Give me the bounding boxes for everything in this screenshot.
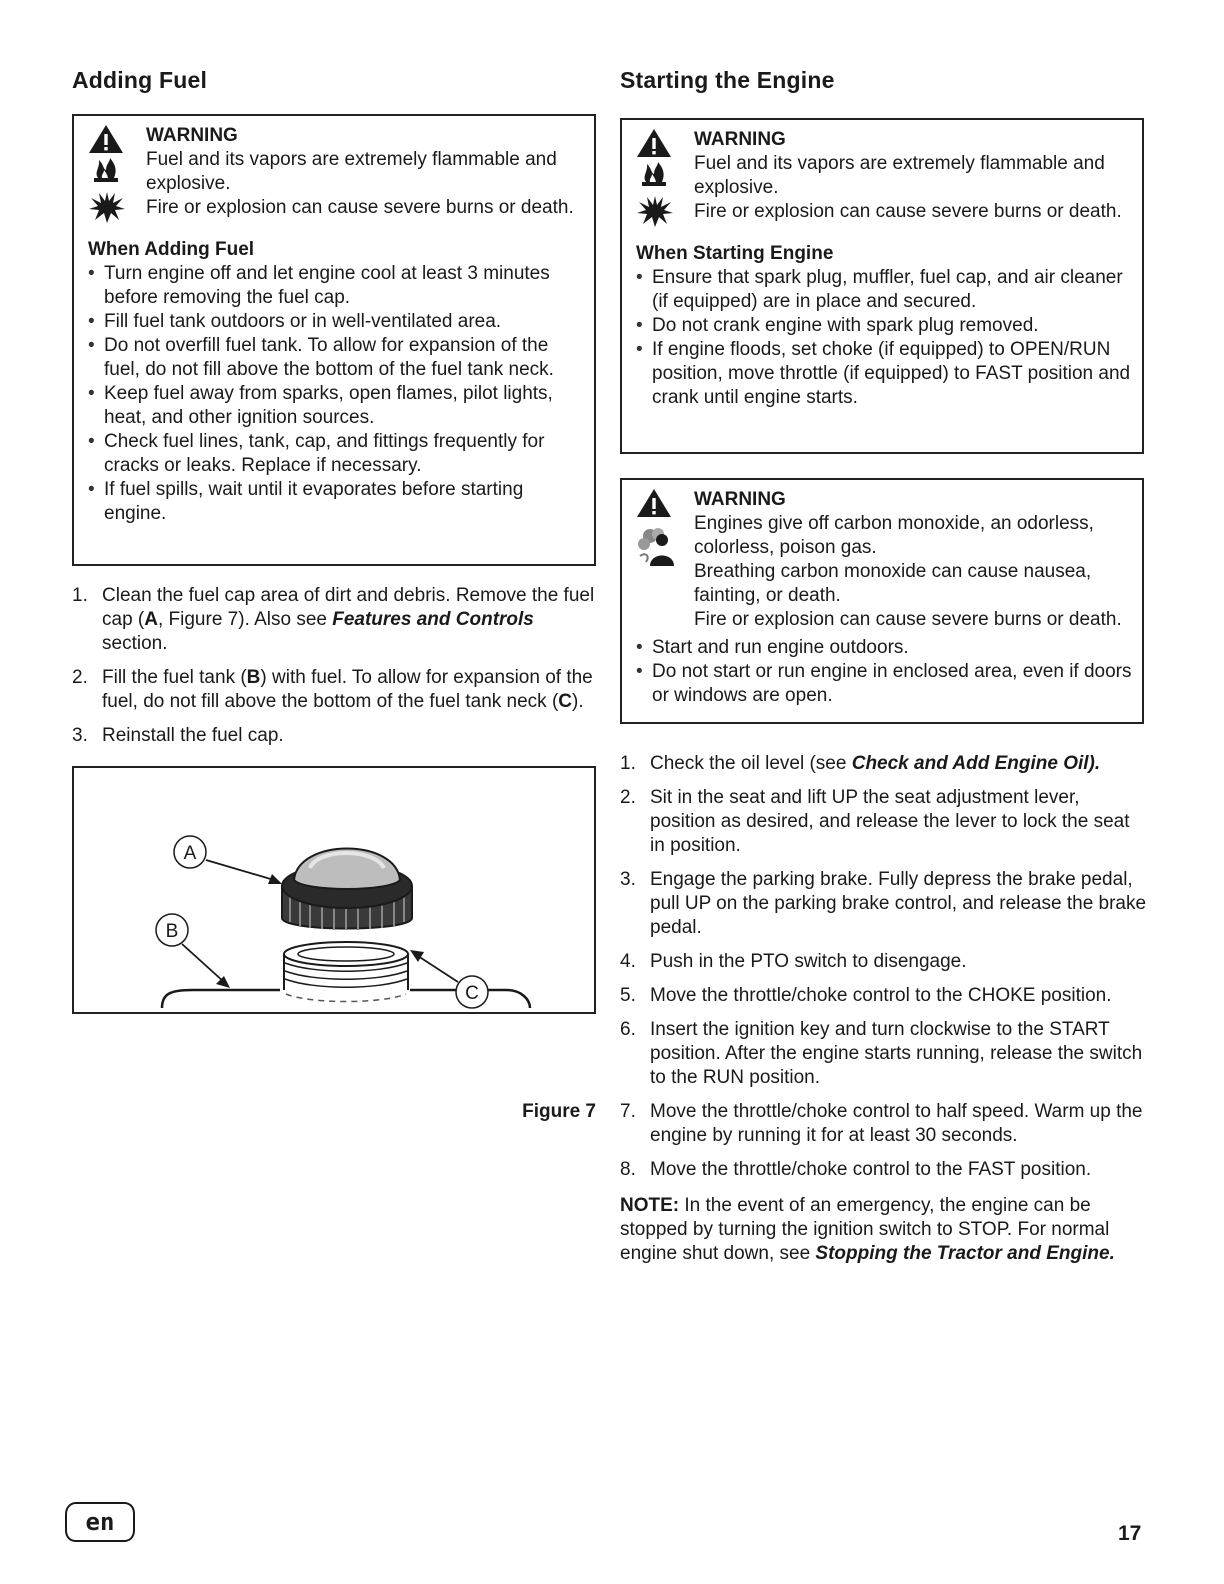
step-item bbox=[72, 584, 596, 656]
warning-triangle-icon bbox=[88, 124, 124, 154]
note-label: NOTE: bbox=[620, 1195, 680, 1216]
hazard-line: Engines give off carbon monoxide, an odorless, colorless, poison gas. bbox=[694, 513, 1094, 558]
starting-engine-steps bbox=[620, 752, 1148, 1192]
warning-box-adding-fuel bbox=[72, 114, 596, 566]
hazard-icon-stack bbox=[88, 124, 146, 224]
step-text: Clean the fuel cap area of dirt and debris. Remove the fuel cap ( bbox=[102, 585, 595, 630]
step-number: 1. bbox=[620, 753, 636, 774]
step-text: , Figure 7). Also see bbox=[157, 609, 333, 630]
step-item bbox=[620, 752, 1148, 776]
step-item bbox=[620, 868, 1148, 940]
callout-label: A bbox=[183, 843, 197, 864]
warning-subheading: When Adding Fuel bbox=[88, 239, 255, 260]
warning-title: WARNING bbox=[694, 129, 786, 150]
step-number: 5. bbox=[620, 985, 636, 1006]
callout-letter: B bbox=[246, 667, 261, 688]
step-text: Move the throttle/choke control to half speed. Warm up the engine by running it for at least 30 seconds. bbox=[650, 1101, 1143, 1146]
hazard-line: Fuel and its vapors are extremely flammable and explosive. bbox=[694, 153, 1105, 198]
step-number: 2. bbox=[72, 667, 88, 688]
step-item bbox=[72, 724, 596, 748]
step-text: Reinstall the fuel cap. bbox=[102, 725, 284, 746]
warning-triangle-icon bbox=[636, 488, 672, 518]
callout-a bbox=[174, 836, 282, 884]
step-text: Sit in the seat and lift UP the seat adjustment lever, position as desired, and release the lever to lock the seat in position. bbox=[650, 787, 1130, 856]
step-text: Fill the fuel tank ( bbox=[102, 667, 247, 688]
step-number: 3. bbox=[620, 869, 636, 890]
list-item: • Do not overfill fuel tank. To allow for expansion of the fuel, do not fill above the bottom of the fuel tank neck. bbox=[88, 334, 584, 382]
callout-letter: C bbox=[558, 691, 573, 712]
hazard-line: Fire or explosion can cause severe burns or death. bbox=[694, 609, 1122, 630]
hazard-line: Fuel and its vapors are extremely flammable and explosive. bbox=[146, 149, 557, 194]
heading-adding-fuel: Adding Fuel bbox=[72, 67, 208, 93]
step-text: ) with fuel. To allow for expansion of the fuel, do not fill above the bottom of the fuel tank neck ( bbox=[102, 667, 593, 712]
step-number: 2. bbox=[620, 787, 636, 808]
page-number: 17 bbox=[1118, 1522, 1142, 1545]
heading-starting-engine: Starting the Engine bbox=[620, 67, 835, 93]
list-item: • Fill fuel tank outdoors or in well-ventilated area. bbox=[88, 310, 584, 334]
warning-subheading: When Starting Engine bbox=[636, 243, 834, 264]
explosion-icon bbox=[636, 194, 674, 228]
warning-box-starting-engine bbox=[620, 118, 1144, 454]
step-text: Move the throttle/choke control to the CHOKE position. bbox=[650, 985, 1112, 1006]
warning-bullet-list bbox=[636, 636, 1132, 708]
language-code: en bbox=[85, 1508, 115, 1536]
hazard-icon-stack bbox=[636, 488, 694, 632]
step-text: ). bbox=[572, 691, 584, 712]
list-item: • Do not start or run engine in enclosed area, even if doors or windows are open. bbox=[636, 660, 1132, 708]
callout-c bbox=[410, 950, 488, 1008]
section-reference-link[interactable]: Stopping the Tractor and Engine. bbox=[815, 1243, 1115, 1264]
note-paragraph bbox=[620, 1194, 1144, 1266]
warning-title: WARNING bbox=[146, 125, 238, 146]
step-item bbox=[620, 950, 1148, 974]
figure-7-illustration bbox=[72, 766, 596, 1014]
warning-box-carbon-monoxide bbox=[620, 478, 1144, 724]
flammable-icon bbox=[636, 160, 672, 188]
callout-label: B bbox=[165, 921, 179, 942]
callout-b bbox=[156, 914, 230, 988]
warning-bullet-list bbox=[636, 266, 1132, 410]
warning-triangle-icon bbox=[636, 128, 672, 158]
step-number: 6. bbox=[620, 1019, 636, 1040]
toxic-fumes-icon bbox=[636, 526, 680, 566]
step-number: 3. bbox=[72, 725, 88, 746]
section-reference-link[interactable]: Features and Controls bbox=[332, 609, 534, 630]
list-item: • Do not crank engine with spark plug removed. bbox=[636, 314, 1132, 338]
adding-fuel-steps bbox=[72, 584, 596, 758]
flammable-icon bbox=[88, 156, 124, 184]
fuel-tank-neck bbox=[284, 942, 408, 1002]
step-item bbox=[620, 984, 1148, 1008]
step-number: 7. bbox=[620, 1101, 636, 1122]
hazard-line: Breathing carbon monoxide can cause nausea, fainting, or death. bbox=[694, 561, 1092, 606]
explosion-icon bbox=[88, 190, 126, 224]
hazard-line: Fire or explosion can cause severe burns or death. bbox=[694, 201, 1122, 222]
language-badge bbox=[64, 1500, 136, 1551]
list-item: • Keep fuel away from sparks, open flames, pilot lights, heat, and other ignition sources. bbox=[88, 382, 584, 430]
list-item: • Turn engine off and let engine cool at least 3 minutes before removing the fuel cap. bbox=[88, 262, 584, 310]
list-item: • Start and run engine outdoors. bbox=[636, 636, 1132, 660]
step-number: 8. bbox=[620, 1159, 636, 1180]
step-item bbox=[620, 1018, 1148, 1090]
warning-bullet-list bbox=[88, 262, 584, 526]
warning-title: WARNING bbox=[694, 489, 786, 510]
hazard-icon-stack bbox=[636, 128, 694, 228]
step-number: 4. bbox=[620, 951, 636, 972]
callout-label: C bbox=[465, 983, 479, 1004]
list-item: • Check fuel lines, tank, cap, and fittings frequently for cracks or leaks. Replace if necessary. bbox=[88, 430, 584, 478]
fuel-cap bbox=[282, 849, 412, 931]
step-number: 1. bbox=[72, 585, 88, 606]
hazard-line: Fire or explosion can cause severe burns or death. bbox=[146, 197, 574, 218]
callout-letter: A bbox=[144, 609, 158, 630]
fuel-cap-diagram bbox=[74, 768, 594, 1012]
step-text: Move the throttle/choke control to the FAST position. bbox=[650, 1159, 1092, 1180]
step-text: Insert the ignition key and turn clockwise to the START position. After the engine starts running, release the switch to the RUN position. bbox=[650, 1019, 1143, 1088]
figure-caption: Figure 7 bbox=[522, 1101, 596, 1122]
list-item: • Ensure that spark plug, muffler, fuel cap, and air cleaner (if equipped) are in place and secured. bbox=[636, 266, 1132, 314]
list-item: • If fuel spills, wait until it evaporates before starting engine. bbox=[88, 478, 584, 526]
language-badge-frame bbox=[64, 1500, 136, 1544]
step-item bbox=[72, 666, 596, 714]
list-item: • If engine floods, set choke (if equipped) to OPEN/RUN position, move throttle (if equipped) to FAST position and crank until engine starts. bbox=[636, 338, 1132, 410]
note-text: In the event of an emergency, the engine can be stopped by turning the ignition switch to STOP. For normal engine shut down, see bbox=[620, 1195, 1110, 1264]
section-reference-link[interactable]: Check and Add Engine Oil). bbox=[851, 753, 1101, 774]
step-text: Push in the PTO switch to disengage. bbox=[650, 951, 967, 972]
step-item bbox=[620, 1158, 1148, 1182]
step-item bbox=[620, 1100, 1148, 1148]
step-item bbox=[620, 786, 1148, 858]
step-text: section. bbox=[102, 633, 168, 654]
step-text: Check the oil level (see bbox=[650, 753, 852, 774]
step-text: Engage the parking brake. Fully depress the brake pedal, pull UP on the parking brake control, and release the brake pedal. bbox=[650, 869, 1147, 938]
